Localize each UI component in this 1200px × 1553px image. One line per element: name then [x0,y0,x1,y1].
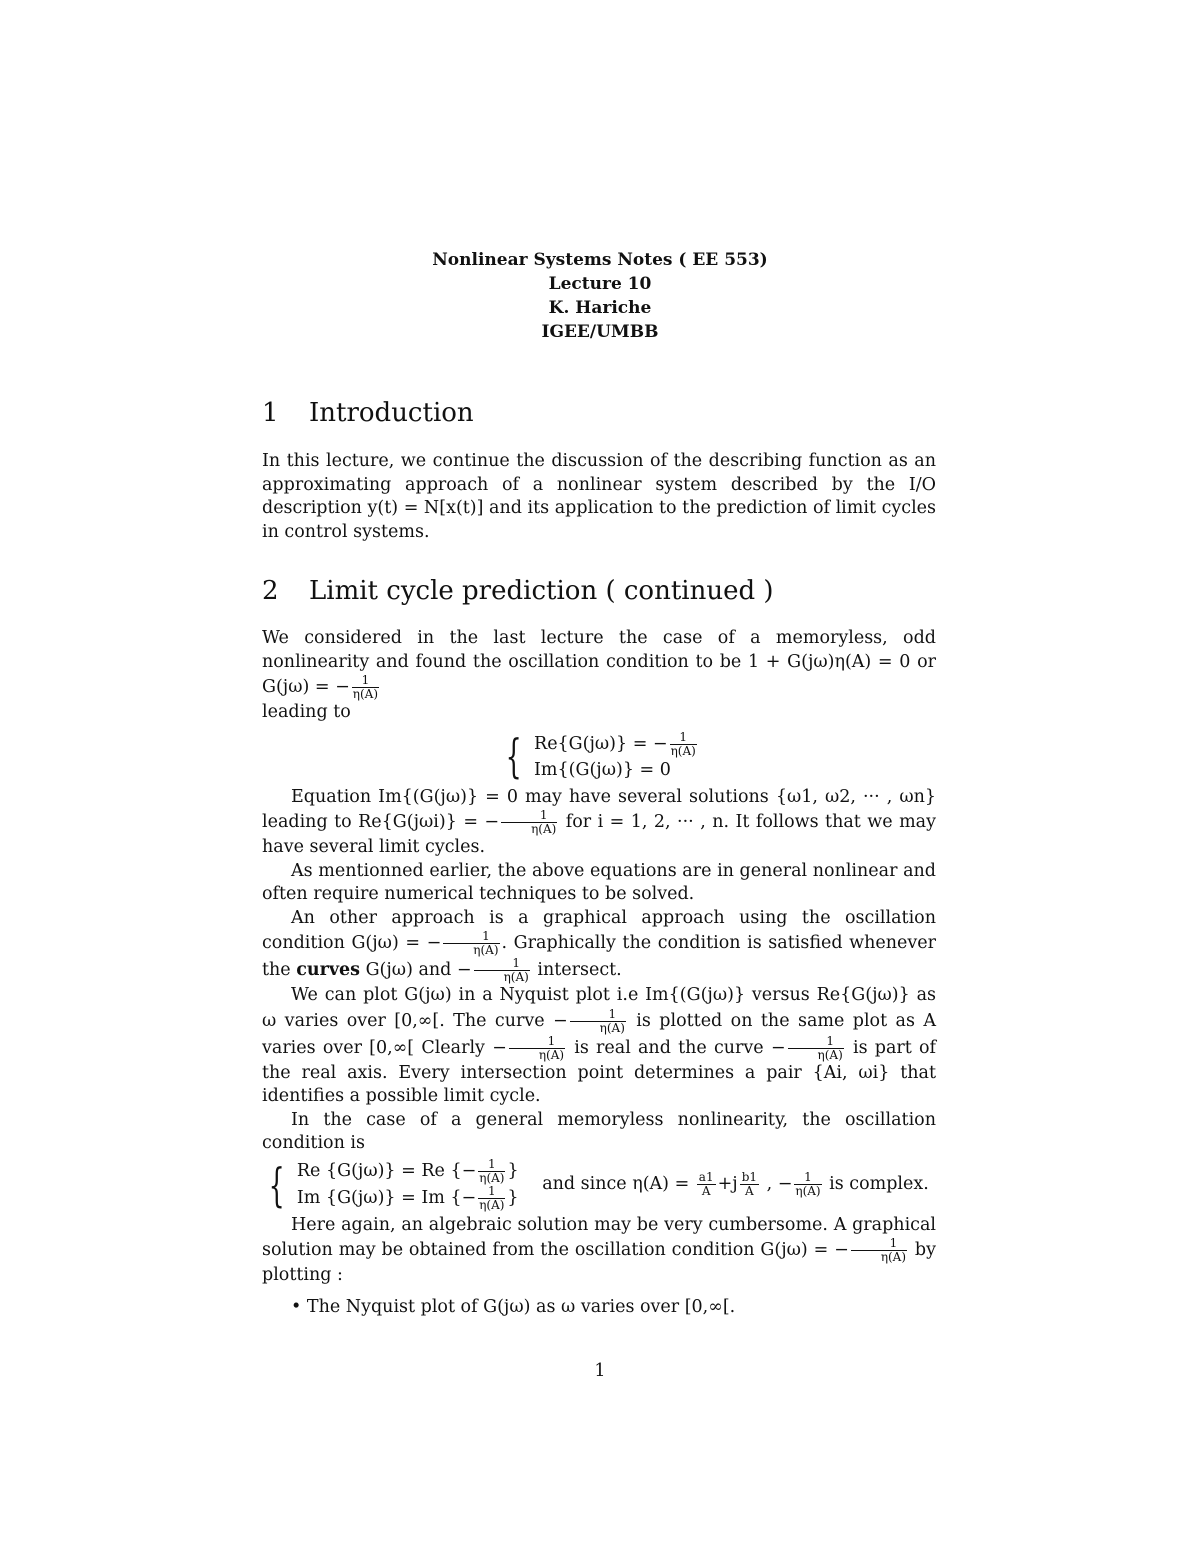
numerator: a1 [698,1170,714,1184]
fraction [740,1171,759,1198]
numerator: 1 [788,1035,844,1049]
section-number: 1 [262,398,279,428]
section-number: 2 [262,576,279,606]
fraction [443,930,499,957]
fraction [478,1158,505,1185]
numerator: 1 [670,731,697,745]
numerator: 1 [474,957,530,971]
text-run: Here again, an algebraic solution may be very cumbersome. A graphical solution may be obtained from the oscillation condition G(jω) = − [262,1214,936,1260]
text-run: is complex. [823,1174,929,1194]
denominator: η(A) [352,687,379,701]
paragraph-numerical: As mentionned earlier, the above equations are in general nonlinear and often require numerical techniques to be solved. [262,860,936,904]
fraction [851,1237,907,1264]
numerator: 1 [509,1035,565,1049]
fraction [352,674,379,701]
bullet-icon: • [291,1297,302,1317]
left-brace: { [505,729,522,783]
numerator: b1 [741,1170,758,1184]
bold-word: curves [296,960,360,980]
denominator: η(A) [479,1197,505,1212]
text-run: for i = 1, 2, ··· , n. It follows that we may have several limit cycles. [262,812,936,857]
limit-cycle-section [262,627,936,1288]
numerator: 1 [501,809,557,823]
text-run: . Graphically the condition is satisfied whenever the [262,933,936,980]
lecture-number: Lecture 10 [548,274,652,294]
text-run: Re {G(jω)} = Re [296,1160,445,1181]
equation-lines [297,1158,519,1212]
fraction [501,809,557,836]
numerator: 1 [851,1237,907,1251]
fraction [697,1171,716,1198]
complex-note: and since η(A) = $\frac{a1}{A}$ +j $\frac{b1}{A}$ , − $\frac{1}{\eta(A)}$ is complex. [542,1170,929,1198]
bullet-item [291,1296,735,1320]
section-title: Introduction [309,398,474,428]
affiliation: IGEE/UMBB [541,322,659,342]
denominator: η(A) [479,1170,505,1185]
numerator: 1 [570,1008,626,1022]
denominator: η(A) [599,1020,625,1035]
fraction [670,731,697,758]
fraction [474,957,530,984]
section-title: Limit cycle prediction ( continued ) [309,576,774,606]
imag-part-equation: Im {G(jω)} = Im {− $\frac{1}{\eta(A)}$ } [296,1183,519,1212]
text-run: is real and the curve − [567,1037,786,1058]
text-run: by plotting : [262,1240,936,1285]
page-number: 1 [594,1361,606,1381]
imag-part-equation: Im{(G(jω)} = 0 [534,759,671,780]
denominator: η(A) [473,943,499,957]
denominator: η(A) [531,822,557,836]
denominator: A [745,1184,754,1198]
text-run: intersect. [531,960,622,980]
bullet-text: The Nyquist plot of G(jω) as ω varies over [0,∞[. [306,1297,736,1317]
text-run: is plotted on the same plot as A varies over [0,∞[ Clearly − [262,1010,937,1058]
text-run: Im {G(jω)} = Im [296,1187,445,1208]
numerator: 1 [794,1171,821,1185]
text-run: G(jω) and − [360,960,472,980]
text-run: leading to [262,702,351,722]
paragraph-oscillation-condition [262,627,936,725]
real-part-equation [534,729,699,758]
author: K. Hariche [548,298,652,318]
text-run: and since η(A) = [542,1174,695,1194]
numerator: 1 [352,674,379,688]
numerator: 1 [478,1185,505,1199]
text-run: Equation Im{(G(jω)} = 0 may have several solutions {ω1, ω2, ··· , ωn} leading to Re{G(jωi)} = − [262,786,936,832]
paragraph-graphical-approach [262,907,936,985]
denominator: η(A) [538,1047,565,1062]
real-part-equation: Re {G(jω)} = Re {− $\frac{1}{\eta(A)}$ } [296,1156,519,1185]
denominator: η(A) [880,1250,907,1264]
numerator: 1 [443,930,499,944]
paragraph-general-nonlinearity: In the case of a general memoryless nonlinearity, the oscillation condition is [262,1109,936,1153]
text-run: We can plot G(jω) in a Nyquist plot i.e Im{(G(jω)} versus Re{G(jω)} as ω varies over [0,∞[. The curve − [262,985,936,1031]
numerator: 1 [478,1158,505,1172]
fraction [478,1185,505,1212]
paragraph-several-solutions [262,786,936,860]
paragraph-graphical-solution [262,1214,936,1288]
intro-section [262,450,936,544]
fraction [509,1035,565,1062]
text-run: is part of the real axis. Every intersection point determines a pair {Ai, ωi} that identifies a possible limit cycle. [262,1037,937,1106]
text-run: We considered in the last lecture the case of a memoryless, odd nonlinearity and found the oscillation condition to be 1 + G(jω)η(A) = 0 or G(jω) = − [262,628,936,697]
equation-system-general [262,1158,936,1212]
section-heading-introduction [262,398,474,428]
text-run: Re{G(jω)} = − [534,733,668,754]
equation-system-odd [262,731,936,782]
denominator: η(A) [670,743,696,758]
document-header [0,248,1200,344]
course-title: Nonlinear Systems Notes ( EE 553) [432,250,768,270]
left-brace: { [268,1157,285,1212]
equation-lines [534,731,699,782]
denominator: η(A) [503,970,529,984]
intro-paragraph: In this lecture, we continue the discussion of the describing function as an approximating approach of a nonlinear system described by the I/O description y(t) = N[x(t)] and its application to the prediction of limit cycles in control systems. [262,451,936,542]
denominator: η(A) [795,1184,821,1198]
section-heading-limit-cycle [262,576,774,606]
denominator: A [701,1184,711,1198]
fraction [788,1035,844,1062]
fraction [794,1171,821,1198]
paragraph-nyquist-plot [262,984,936,1109]
fraction [570,1008,626,1035]
text-run: An other approach is a graphical approach using the oscillation condition G(jω) = − [262,907,936,953]
denominator: η(A) [817,1047,843,1062]
